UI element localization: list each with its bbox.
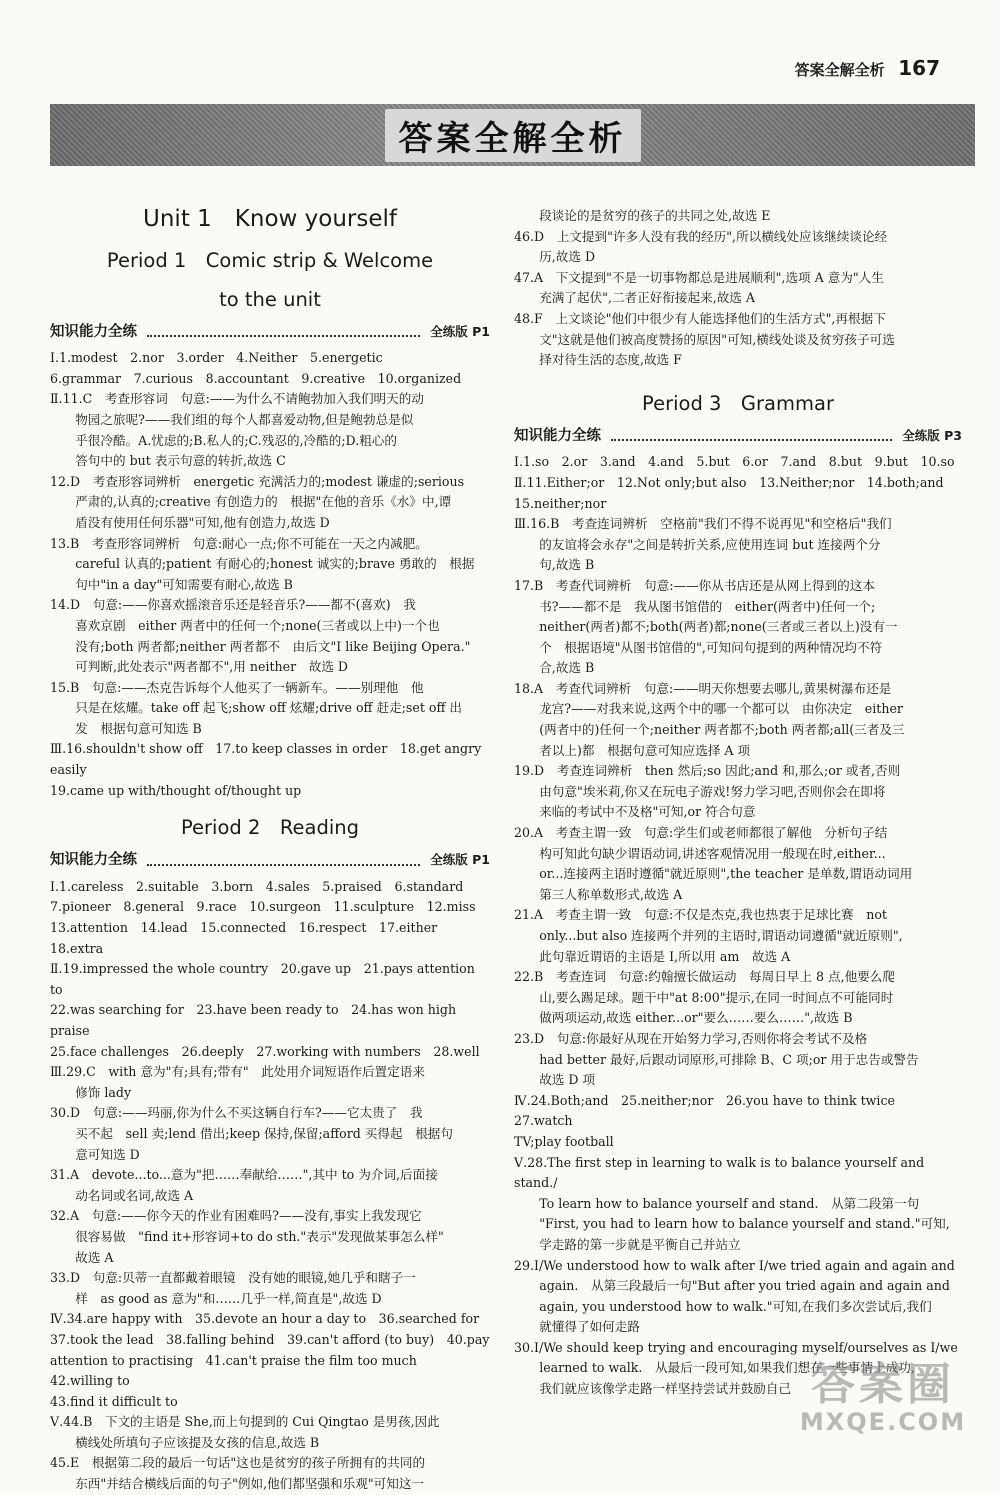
answer-line: 意可知选 D	[50, 1146, 140, 1162]
answer-line: again, you understood how to walk."可知,在我们多次尝试后,我们	[514, 1298, 932, 1314]
answer-line: 14.D 句意:——你喜欢摇滚音乐还是轻音乐?——都不(喜欢) 我	[50, 597, 416, 613]
answer-line: 22.B 考查连词 句意:约翰擅长做运动 每周日早上 8 点,他要么爬	[514, 969, 895, 985]
answer-line: 物园之旅呢?——我们组的每个人都喜爱动物,但是鲍勃总是似	[50, 411, 414, 427]
left-column	[50, 205, 490, 1495]
running-header	[795, 56, 940, 80]
answer-line: 合,故选 B	[514, 660, 595, 676]
answer-line: 个 根据语境"从图书馆借的",可知问句提到的两种情况均不符	[514, 639, 883, 655]
answer-line: 者以上)都 根据句意可知应选择 A 项	[514, 742, 751, 758]
answer-line: careful 认真的;patient 有耐心的;honest 诚实的;brave 勇敢的 根据	[50, 556, 475, 572]
answer-line: again. 从第三段最后一句"But after you tried again and again and	[514, 1278, 950, 1294]
answer-line: 25.face challenges 26.deeply 27.working with numbers 28.well	[50, 1043, 480, 1059]
watermark-logo	[788, 1354, 978, 1442]
answer-line: 来临的考试中不及格"可知,or 符合句意	[514, 804, 756, 820]
answer-line: 做两项运动,故选 either...or"要么……要么……",故选 B	[514, 1010, 853, 1026]
answer-line: 46.D 上文提到"许多人没有我的经历",所以横线处应该继续谈论经	[514, 228, 888, 244]
answer-line: 12.D 考查形容词辨析 energetic 充满活力的;modest 谦虚的;serious	[50, 473, 465, 489]
answer-line: 很容易做 "find it+形容词+to do sth."表示"发现做某事怎么样"	[50, 1228, 444, 1244]
answer-line: To learn how to balance yourself and stand. 从第二段第一句	[514, 1195, 920, 1211]
answer-line: 22.was searching for 23.have been ready to 24.has won high praise	[50, 1002, 457, 1038]
period1-answers	[50, 348, 490, 801]
period3-section-label: 知识能力全练	[514, 427, 601, 444]
answer-line: 样 as good as 意为"和……几乎一样,简直是",故选 D	[50, 1290, 382, 1306]
answer-line: 45.E 根据第二段的最后一句话"这也是贫穷的孩子所拥有的共同的	[50, 1455, 426, 1471]
answer-line: 21.A 考查主谓一致 句意:不仅是杰克,我也热衷于足球比赛 not	[514, 907, 887, 923]
period1-title-line1: Period 1 Comic strip & Welcome	[106, 248, 434, 272]
answer-line: 第三人称单数形式,故选 A	[514, 886, 683, 902]
answer-line: 18.A 考查代词辨析 句意:——明天你想要去哪儿,黄果树瀑布还是	[514, 680, 892, 696]
right-column	[514, 206, 962, 1400]
answer-line: 13.attention 14.lead 15.connected 16.respect 17.either 18.extra	[50, 920, 450, 956]
answer-line: 31.A devote...to...意为"把……奉献给……",其中 to 为介词,后面接	[50, 1167, 438, 1183]
answer-line: 47.A 下文提到"不是一切事物都总是进展顺利",选项 A 意为"人生	[514, 269, 884, 285]
period3-section-heading	[514, 426, 962, 447]
answer-line: 7.pioneer 8.general 9.race 10.surgeon 11.sculpture 12.miss	[50, 899, 476, 915]
answer-line: 30.D 句意:——玛丽,你为什么不买这辆自行车?——它太贵了 我	[50, 1105, 423, 1121]
period3-section-ref: 全练版 P3	[902, 427, 962, 443]
answer-line: 喜欢京剧 either 两者中的任何一个;none(三者或以上中)一个也	[50, 617, 440, 633]
answer-line: 山,要么踢足球。题干中"at 8:00"提示,在同一时间点不可能同时	[514, 989, 894, 1005]
answer-line: 故选 A	[50, 1249, 114, 1265]
answer-line: 此句靠近谓语的主语是 I,所以用 am 故选 A	[514, 948, 791, 964]
answer-line: 23.D 句意:你最好从现在开始努力学习,否则你将会考试不及格	[514, 1030, 868, 1046]
period3-answers	[514, 452, 962, 1399]
answer-line: 43.find it difficult to	[50, 1393, 178, 1409]
answer-line: 29.I/We understood how to walk after I/we tried again and again and	[514, 1257, 955, 1273]
answer-line: TV;play football	[514, 1133, 614, 1149]
leader-dots	[611, 431, 892, 441]
leader-dots	[147, 327, 420, 337]
answer-line: 乎很冷酷。A.忧虑的;B.私人的;C.残忍的,冷酷的;D.粗心的	[50, 432, 397, 448]
answer-line: 6.grammar 7.curious 8.accountant 9.creative 10.organized	[50, 370, 462, 386]
answer-line: 动名词或名词,故选 A	[50, 1187, 194, 1203]
answer-line: 龙宫?——对我来说,这两个中的哪一个都可以 由你决定 either	[514, 701, 903, 717]
answer-line: 书?——都不是 我从图书馆借的 either(两者中)任何一个;	[514, 598, 876, 614]
answer-line: 句中"in a day"可知需要有耐心,故选 B	[50, 576, 293, 592]
period2-answers-continued	[514, 206, 962, 371]
answer-line: or...连接两主语时遵循"就近原则",the teacher 是单数,谓语动词用	[514, 866, 913, 882]
answer-line: Ⅳ.24.Both;and 25.neither;nor 26.you have to think twice 27.watch	[514, 1092, 908, 1129]
answer-line: 东西"并结合横线后面的句子"例如,他们都坚强和乐观"可知这一	[50, 1476, 425, 1492]
answer-line: 19.came up with/thought of/thought up	[50, 782, 302, 798]
answer-line: 的友谊将会永存"之间是转折关系,应使用连词 but 连接两个分	[514, 536, 881, 552]
answer-line: 32.A 句意:——你今天的作业有困难吗?——没有,事实上我发现它	[50, 1208, 422, 1224]
period2-section-heading	[50, 850, 490, 871]
answer-line: 段谈论的是贫穷的孩子的共同之处,故选 E	[514, 208, 771, 223]
answer-line: Ⅲ.16.B 考查连词辨析 空格前"我们不得不说再见"和空格后"我们	[514, 516, 892, 532]
answer-line: had better 最好,后跟动词原形,可排除 B、C 项;or 用于忠告或警告	[514, 1051, 919, 1067]
answer-line: 15.neither;nor	[514, 495, 607, 511]
answer-line: Ⅲ.29.C with 意为"有;具有;带有" 此处用介词短语作后置定语来	[50, 1064, 425, 1080]
answer-line: Ⅱ.11.Either;or 12.Not only;but also 13.Neither;nor 14.both;and	[514, 474, 944, 490]
answer-line: Ⅴ.28.The first step in learning to walk is to balance yourself and stand./	[514, 1154, 925, 1191]
answer-line: 没有;both 两者都;neither 两者都不 由后文"I like Beijing Opera."	[50, 638, 471, 654]
period1-section-heading	[50, 322, 490, 343]
answer-line: 修饰 lady	[50, 1084, 132, 1100]
answer-line: 20.A 考查主谓一致 句意:学生们或老师都很了解他 分析句子结	[514, 825, 888, 841]
banner-title: 答案全解全析	[385, 109, 641, 162]
answer-line: (两者中的)任何一个;neither 两者都不;both 两者都;all(三者及三	[514, 722, 905, 738]
answer-line: 30.I/We should keep trying and encouraging myself/ourselves as I/we	[514, 1339, 958, 1355]
answer-line: 盾没有使用任何乐器"可知,他有创造力,故选 D	[50, 514, 330, 530]
answer-line: 发 根据句意可知选 B	[50, 720, 202, 736]
leader-dots	[147, 856, 420, 866]
answer-line: 我们就应该像学走路一样坚持尝试并鼓励自己	[514, 1381, 792, 1397]
answer-line: learned to walk. 从最后一段可知,如果我们想在一些事情上成功,	[514, 1360, 915, 1376]
answer-line: 横线处所填句子应该提及女孩的信息,故选 B	[50, 1434, 320, 1450]
answer-line: 句,故选 B	[514, 557, 595, 573]
period2-answers	[50, 877, 490, 1495]
answer-line: 买不起 sell 卖;lend 借出;keep 保持,保留;afford 买得起 根据句	[50, 1125, 453, 1141]
answer-line: 文"这就是他们被高度赞扬的原因"可知,横线处谈及贫穷孩子可选	[514, 331, 895, 347]
period2-section-label: 知识能力全练	[50, 852, 137, 869]
answer-line: Ⅱ.19.impressed the whole country 20.gave up 21.pays attention to	[50, 961, 475, 997]
answer-line: 就懂得了如何走路	[514, 1319, 640, 1335]
page-number: 167	[898, 56, 940, 80]
answer-line: 37.took the lead 38.falling behind 39.can't afford (to buy) 40.pay	[50, 1331, 490, 1347]
title-banner	[50, 104, 975, 166]
answer-line: attention to practising 41.can't praise the film too much 42.willing to	[50, 1352, 430, 1389]
answer-line: 充满了起伏",二者正好衔接起来,故选 A	[514, 290, 755, 306]
answer-line: 学走路的第一步就是平衡自己并站立	[514, 1236, 741, 1252]
answer-line: 19.D 考查连词辨析 then 然后;so 因此;and 和,那么;or 或者,否则	[514, 763, 901, 779]
period1-section-ref: 全练版 P1	[430, 323, 490, 339]
answer-line: "First, you had to learn how to balance yourself and stand."可知,	[514, 1216, 950, 1232]
period3-title: Period 3 Grammar	[642, 391, 834, 415]
answer-line: 答句中的 but 表示句意的转折,故选 C	[50, 453, 286, 469]
answer-line: 17.B 考查代词辨析 句意:——你从书店还是从网上得到的这本	[514, 577, 875, 593]
running-header-title: 答案全解全析	[794, 61, 885, 79]
answer-line: Ⅳ.34.are happy with 35.devote an hour a day to 36.searched for	[50, 1311, 480, 1327]
period2-section-ref: 全练版 P1	[430, 852, 490, 868]
answer-line: 48.F 上文谈论"他们中很少有人能选择他们的生活方式",再根据下	[514, 310, 886, 326]
answer-line: Ⅰ.1.so 2.or 3.and 4.and 5.but 6.or 7.and 8.but 9.but 10.so	[514, 454, 955, 470]
watermark-line1: 答案圈	[811, 1359, 955, 1410]
answer-line: 构可知此句缺少谓语动词,讲述客观情况用一般现在时,either...	[514, 845, 886, 861]
answer-line: Ⅰ.1.modest 2.nor 3.order 4.Neither 5.energetic	[50, 350, 383, 366]
watermark-line2: MXQE.COM	[799, 1408, 967, 1436]
answer-line: Ⅴ.44.B 下文的主语是 She,而上句提到的 Cui Qingtao 是男孩,因此	[50, 1414, 440, 1430]
answer-line: 33.D 句意:贝蒂一直都戴着眼镜 没有她的眼镜,她几乎和瞎子一	[50, 1270, 416, 1286]
unit-title: Unit 1 Know yourself	[143, 206, 397, 232]
answer-line: 只是在炫耀。take off 起飞;show off 炫耀;drive off 赶走;set off 出	[50, 700, 463, 716]
answer-line: 严肃的,认真的;creative 有创造力的 根据"在他的音乐《水》中,谭	[50, 494, 452, 510]
answer-line: 择对待生活的态度,故选 F	[514, 352, 682, 368]
answer-line: Ⅰ.1.careless 2.suitable 3.born 4.sales 5.praised 6.standard	[50, 878, 464, 894]
answer-line: 故选 D 项	[514, 1072, 596, 1088]
answer-line: Ⅱ.11.C 考查形容词 句意:——为什么不请鲍勃加入我们明天的动	[50, 391, 424, 407]
answer-line: 历,故选 D	[514, 249, 596, 265]
answer-line: only...but also 连接两个并列的主语时,谓语动词遵循"就近原则",	[514, 928, 903, 943]
answer-line: 由句意"埃米莉,你又在玩电子游戏!努力学习吧,否则你会在即将	[514, 783, 886, 799]
answer-line: Ⅲ.16.shouldn't show off 17.to keep classes in order 18.get angry easily	[50, 741, 482, 778]
answer-line: neither(两者)都不;both(两者)都;none(三者或三者以上)没有一	[514, 619, 898, 635]
answer-line: 可判断,此处表示"两者都不",用 neither 故选 D	[50, 659, 349, 675]
answer-line: 13.B 考查形容词辨析 句意:耐心一点;你不可能在一天之内减肥。	[50, 535, 428, 551]
period1-section-label: 知识能力全练	[50, 323, 137, 340]
period1-title-line2: to the unit	[219, 287, 321, 311]
answer-line: 15.B 句意:——杰克告诉每个人他买了一辆新车。——别理他 他	[50, 679, 424, 695]
period2-title: Period 2 Reading	[180, 816, 360, 840]
